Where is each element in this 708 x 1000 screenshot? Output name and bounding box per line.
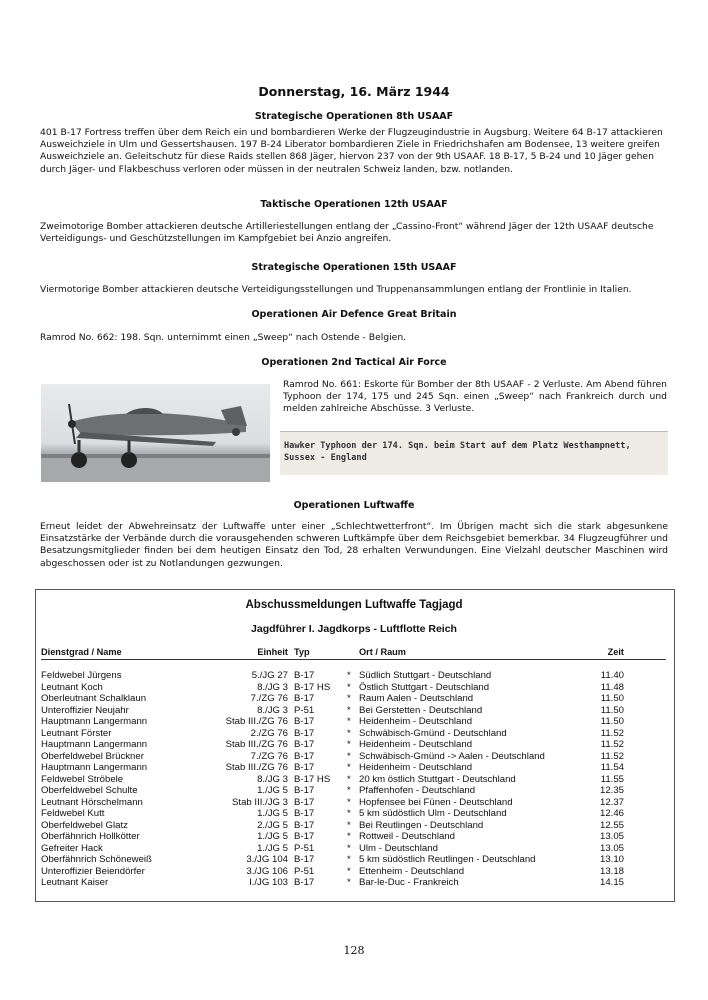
row-unit: 1./JG 5 — [257, 831, 288, 842]
row-time: 13.18 — [599, 865, 624, 877]
row-type: B-17 — [294, 693, 315, 704]
row-type: B-17 — [294, 727, 315, 739]
table-row — [0, 670, 708, 682]
row-place: Südlich Stuttgart - Deutschland — [359, 670, 492, 681]
row-time: 12.35 — [599, 785, 624, 796]
row-marker: * — [347, 854, 351, 865]
row-name: Feldwebel Kutt — [41, 808, 105, 819]
row-type: B-17 — [294, 670, 315, 681]
row-name: Oberfeldwebel Brückner — [41, 750, 144, 762]
row-name: Hauptmann Langermann — [41, 739, 148, 750]
row-time: 11.54 — [600, 762, 624, 773]
row-name: Hauptmann Langermann — [41, 762, 148, 773]
row-time: 11.52 — [600, 739, 624, 750]
row-place: Heidenheim - Deutschland — [359, 762, 473, 773]
row-type: B-17 — [294, 831, 315, 842]
row-place: Pfaffenhofen - Deutschland — [359, 785, 476, 796]
row-unit: 1./JG 5 — [257, 785, 288, 796]
row-unit: 8./JG 3 — [257, 704, 288, 716]
section-heading-15th-usaaf: Strategische Operationen 15th USAAF — [251, 262, 457, 273]
row-time: 12.46 — [599, 808, 624, 819]
col-header-type: Typ — [294, 647, 310, 657]
row-time: 11.50 — [600, 716, 624, 727]
row-type: B-17 — [294, 716, 315, 727]
row-type: B-17 — [294, 854, 315, 865]
row-name: Oberfeldwebel Glatz — [41, 819, 128, 831]
row-place: Rottweil - Deutschland — [359, 831, 455, 842]
row-marker: * — [347, 727, 351, 739]
row-marker: * — [347, 750, 351, 762]
row-type: B-17 — [294, 819, 315, 831]
row-place: Östlich Stuttgart - Deutschland — [359, 681, 490, 693]
row-name: Leutnant Koch — [41, 681, 103, 693]
row-marker: * — [347, 670, 351, 681]
row-time: 11.52 — [600, 727, 624, 739]
section-text-luftwaffe: Erneut leidet der Abwehreinsatz der Luftwaffe unter einer „Schlechtwetterfront“. Im Übrigen macht sich die stark abgesunkene Einsatzstärke der Verbände durch die vorausgehenden schweren Luftkämpfe über dem Reichsgebiet bemerkbar. 34 Flugzeugführer und Besatzungsmitglieder finden bei dem heutigen Einsatz den Tod, 28 erhalten Verwundungen. Eine Vielzahl deutscher Maschinen wird abgeschossen oder ist zu Notlandungen gezwungen. — [40, 521, 668, 569]
table-row — [0, 808, 708, 820]
section-heading-adgb: Operationen Air Defence Great Britain — [251, 309, 457, 320]
table-row — [0, 831, 708, 843]
table-subtitle: Jagdführer I. Jagdkorps - Luftflotte Reich — [251, 623, 457, 635]
row-place: Hopfensee bei Fünen - Deutschland — [359, 796, 513, 808]
table-row — [0, 866, 708, 878]
row-time: 13.05 — [599, 831, 624, 842]
table-row — [0, 716, 708, 728]
row-place: Bei Reutlingen - Deutschland — [359, 819, 484, 831]
row-unit: Stab III./ZG 76 — [225, 716, 288, 727]
table-row — [0, 762, 708, 774]
table-row — [0, 682, 708, 694]
row-type: B-17 — [294, 762, 315, 773]
row-type: B-17 — [294, 785, 315, 796]
row-place: 5 km südöstlich Reutlingen - Deutschland — [359, 854, 536, 865]
row-name: Gefreiter Hack — [41, 842, 103, 854]
typhoon-photo — [41, 384, 270, 482]
row-marker: * — [347, 842, 351, 854]
row-marker: * — [347, 785, 351, 796]
row-name: Leutnant Kaiser — [41, 877, 109, 888]
row-place: 20 km östlich Stuttgart - Deutschland — [359, 773, 516, 785]
row-type: B-17 — [294, 739, 315, 750]
table-row — [0, 751, 708, 763]
row-name: Unteroffizier Beiendörfer — [41, 865, 145, 877]
row-name: Feldwebel Ströbele — [41, 773, 124, 785]
row-time: 11.55 — [600, 773, 624, 785]
section-text-adgb: Ramrod No. 662: 198. Sqn. unternimmt einen „Sweep“ nach Ostende - Belgien. — [40, 332, 407, 343]
table-row — [0, 705, 708, 717]
row-marker: * — [347, 681, 351, 693]
row-time: 13.10 — [599, 854, 624, 865]
table-row — [0, 739, 708, 751]
row-unit: Stab III./JG 3 — [232, 796, 288, 808]
photo-caption: Hawker Typhoon der 174. Sqn. beim Start auf dem Platz Westhampnett, Sussex - England — [280, 431, 668, 475]
row-place: Heidenheim - Deutschland — [359, 716, 473, 727]
row-name: Oberleutnant Schalklaun — [41, 693, 147, 704]
col-header-time: Zeit — [607, 647, 624, 657]
row-type: B-17 — [294, 877, 315, 888]
row-type: P-51 — [294, 704, 315, 716]
row-time: 11.50 — [600, 704, 624, 716]
col-header-unit: Einheit — [257, 647, 288, 657]
row-name: Hauptmann Langermann — [41, 716, 148, 727]
col-header-place: Ort / Raum — [359, 647, 406, 657]
row-name: Leutnant Hörschelmann — [41, 796, 143, 808]
table-row — [0, 774, 708, 786]
col-header-name: Dienstgrad / Name — [41, 647, 122, 657]
table-row — [0, 728, 708, 740]
row-unit: 8./JG 3 — [257, 773, 288, 785]
row-marker: * — [347, 796, 351, 808]
row-type: B-17 HS — [294, 681, 331, 693]
row-type: P-51 — [294, 865, 315, 877]
row-unit: 2./ZG 76 — [250, 727, 288, 739]
table-row — [0, 797, 708, 809]
section-text-12th-usaaf: Zweimotorige Bomber attackieren deutsche Artilleriestellungen entlang der „Cassino-Front“ während Jäger der 12th USAAF deutsche Verteidigungs- und Geschützstellungen im Kampfgebiet bei Anzio angreifen. — [40, 221, 654, 245]
table-header-rule — [41, 659, 666, 660]
row-name: Oberfeldwebel Schulte — [41, 785, 138, 796]
row-marker: * — [347, 808, 351, 819]
row-name: Oberfähnrich Schöneweiß — [41, 854, 152, 865]
row-type: P-51 — [294, 842, 315, 854]
row-name: Feldwebel Jürgens — [41, 670, 122, 681]
row-unit: 1./JG 5 — [257, 808, 288, 819]
row-unit: Stab III./ZG 76 — [225, 739, 288, 750]
row-marker: * — [347, 877, 351, 888]
row-time: 11.52 — [600, 750, 624, 762]
table-row — [0, 877, 708, 889]
section-heading-8th-usaaf: Strategische Operationen 8th USAAF — [254, 111, 454, 122]
table-row — [0, 854, 708, 866]
row-marker: * — [347, 865, 351, 877]
row-type: B-17 — [294, 796, 315, 808]
row-place: Schwäbisch-Gmünd - Deutschland — [359, 727, 507, 739]
row-place: Bar-le-Duc - Frankreich — [359, 877, 459, 888]
section-text-15th-usaaf: Viermotorige Bomber attackieren deutsche Verteidigungsstellungen und Truppenansammlungen entlang der Frontlinie in Italien. — [40, 284, 632, 295]
row-name: Leutnant Förster — [41, 727, 112, 739]
row-place: Heidenheim - Deutschland — [359, 739, 473, 750]
row-marker: * — [347, 739, 351, 750]
row-marker: * — [347, 819, 351, 831]
row-time: 13.05 — [599, 842, 624, 854]
section-heading-2nd-taf: Operationen 2nd Tactical Air Force — [261, 357, 447, 368]
row-place: Raum Aalen - Deutschland — [359, 693, 474, 704]
row-place: Bei Gerstetten - Deutschland — [359, 704, 483, 716]
row-unit: 8./JG 3 — [257, 681, 288, 693]
row-marker: * — [347, 762, 351, 773]
page-number: 128 — [343, 944, 365, 957]
row-marker: * — [347, 704, 351, 716]
section-text-2nd-taf: Ramrod No. 661: Eskorte für Bomber der 8th USAAF - 2 Verluste. Am Abend führen Typhoon der 174, 175 und 245 Sqn. einen „Sweep“ nach Frankreich durch und melden zahlreiche Abschüsse. 3 Verluste. — [283, 379, 667, 415]
table-row — [0, 820, 708, 832]
page-title: Donnerstag, 16. März 1944 — [258, 84, 450, 99]
aircraft-illustration — [41, 384, 270, 482]
table-row — [0, 843, 708, 855]
row-type: B-17 — [294, 808, 315, 819]
row-name: Unteroffizier Neujahr — [41, 704, 129, 716]
section-heading-12th-usaaf: Taktische Operationen 12th USAAF — [260, 199, 448, 210]
row-time: 14.15 — [599, 877, 624, 888]
row-type: B-17 HS — [294, 773, 331, 785]
section-text-8th-usaaf: 401 B-17 Fortress treffen über dem Reich ein und bombardieren Werke der Flugzeugindustrie in Augsburg. Weitere 64 B-17 attackieren Ausweichziele in Ulm und Gessertshausen. 197 B-24 Liberator bombardieren Ziele in Friedrichshafen am Bodensee, 13 weitere greifen Ausweichziele an. Geleitschutz für diese Raids stellen 868 Jäger, hiervon 237 von der 9th USAAF. 18 B-17, 5 B-24 und 10 Jäger gehen durch Jäger- und Flakbeschuss verloren oder müssen in der neutralen Schweiz landen, bzw. notlanden. — [40, 127, 663, 175]
row-place: Ulm - Deutschland — [359, 842, 438, 854]
table-row — [0, 785, 708, 797]
row-type: B-17 — [294, 750, 315, 762]
row-time: 11.40 — [600, 670, 624, 681]
row-unit: I./JG 103 — [249, 877, 288, 888]
row-place: Ettenheim - Deutschland — [359, 865, 465, 877]
table-title: Abschussmeldungen Luftwaffe Tagjagd — [245, 599, 463, 611]
row-marker: * — [347, 773, 351, 785]
row-marker: * — [347, 831, 351, 842]
row-unit: 7./ZG 76 — [250, 750, 288, 762]
row-unit: 1./JG 5 — [257, 842, 288, 854]
row-unit: Stab III./ZG 76 — [225, 762, 288, 773]
row-time: 11.50 — [600, 693, 624, 704]
table-row — [0, 693, 708, 705]
row-unit: 5./JG 27 — [251, 670, 288, 681]
row-time: 11.48 — [600, 681, 624, 693]
row-marker: * — [347, 716, 351, 727]
row-name: Oberfähnrich Hollkötter — [41, 831, 140, 842]
row-time: 12.55 — [599, 819, 624, 831]
row-marker: * — [347, 693, 351, 704]
row-unit: 3./JG 104 — [246, 854, 288, 865]
row-unit: 7./ZG 76 — [250, 693, 288, 704]
row-unit: 2./JG 5 — [257, 819, 288, 831]
row-place: 5 km südöstlich Ulm - Deutschland — [359, 808, 507, 819]
row-place: Schwäbisch-Gmünd -> Aalen - Deutschland — [359, 750, 545, 762]
row-time: 12.37 — [599, 796, 624, 808]
section-heading-luftwaffe: Operationen Luftwaffe — [293, 500, 415, 511]
row-unit: 3./JG 106 — [246, 865, 288, 877]
